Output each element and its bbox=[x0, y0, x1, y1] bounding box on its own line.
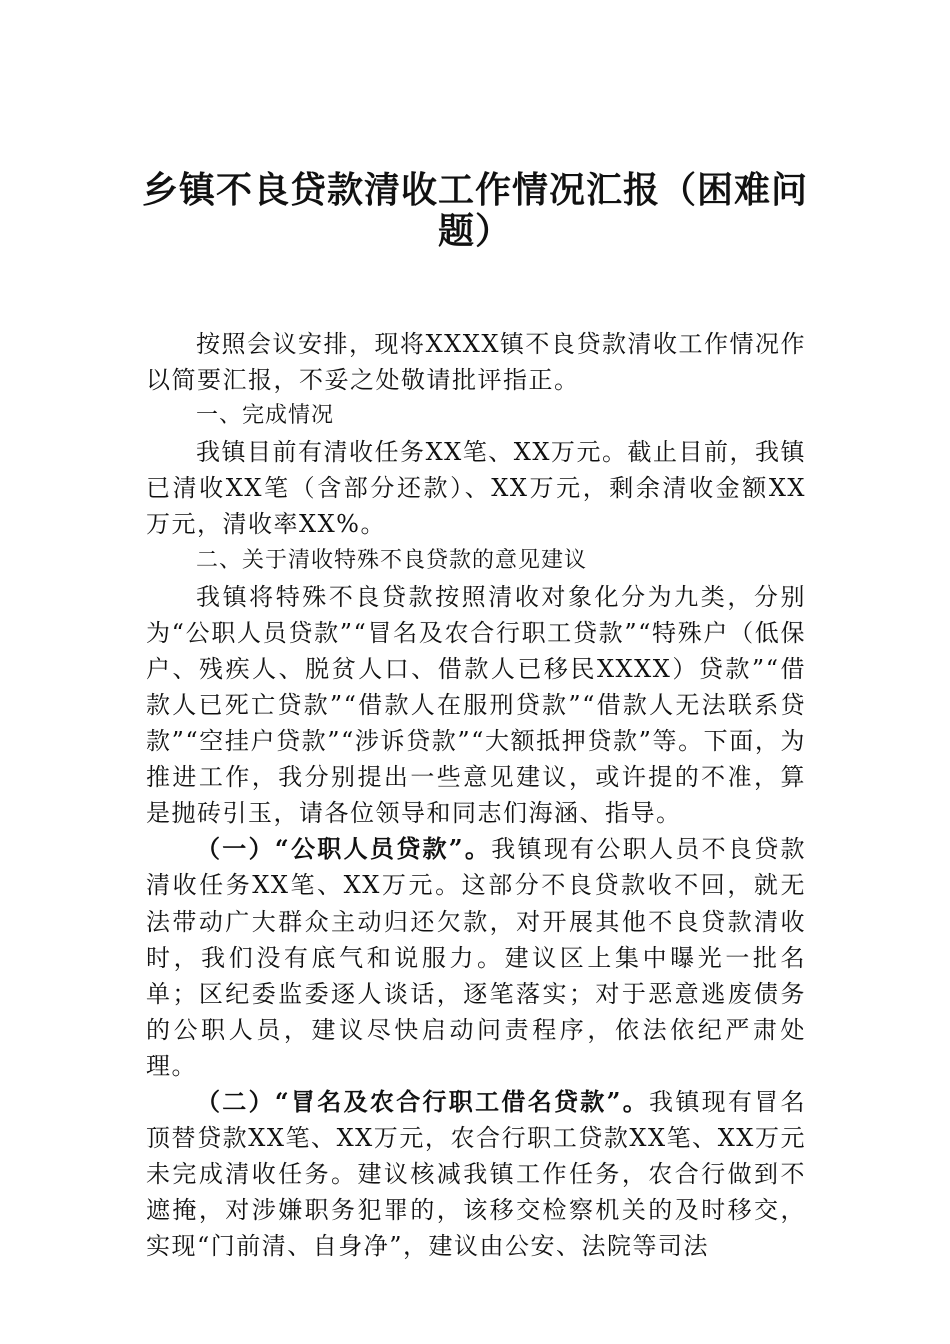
section-1-heading: 一、完成情况 bbox=[196, 403, 335, 429]
intro-paragraph: 按照会议安排，现将XXXX镇不良贷款清收工作情况作以简要汇报，不妥之处敬请批评指正。 bbox=[146, 330, 806, 395]
document-title-line-1: 乡镇不良贷款清收工作情况汇报（困难问 bbox=[141, 169, 808, 211]
subsection-2-text: 我镇现有冒名顶替贷款XX笔、XX万元，农合行职工贷款XX笔、XX万元未完成清收任务。建议核减我镇工作任务，农合行做到不遮掩，对涉嫌职务犯罪的，该移交检察机关的及时移交，实现“门前清、自身净”，建议由公安、法院等司法 bbox=[146, 1087, 807, 1261]
document-body bbox=[146, 326, 806, 1264]
subsection-1-paragraph bbox=[146, 831, 806, 1084]
document-title-line-2: 题） bbox=[437, 210, 512, 252]
section-1-paragraph: 我镇目前有清收任务XX笔、XX万元。截止目前，我镇已清收XX笔（含部分还款）、XX万元，剩余清收金额XX万元，清收率XX%。 bbox=[146, 438, 806, 539]
subsection-2-heading: （二）“冒名及农合行职工借名贷款”。 bbox=[196, 1086, 650, 1116]
section-2-paragraph: 我镇将特殊不良贷款按照清收对象化分为九类，分别为“公职人员贷款”“冒名及农合行职工贷款”“特殊户（低保户、残疾人、脱贫人口、借款人已移民XXXX）贷款”“借款人已死亡贷款”“借款人在服刑贷款”“借款人无法联系贷款”“空挂户贷款”“涉诉贷款”“大额抵押贷款”等。下面，为推进工作，我分别提出一些意见建议，或许提的不准，算是抛砖引玉，请各位领导和同志们海涵、指导。 bbox=[146, 582, 806, 828]
subsection-1-text: 我镇现有公职人员不良贷款清收任务XX笔、XX万元。这部分不良贷款收不回，就无法带动广大群众主动归还欠款，对开展其他不良贷款清收时，我们没有底气和说服力。建议区上集中曝光一批名单；区纪委监委逐人谈话，逐笔落实；对于恶意逃废债务的公职人员，建议尽快启动问责程序，依法依纪严肃处理。 bbox=[146, 835, 807, 1080]
section-2-heading: 二、关于清收特殊不良贷款的意见建议 bbox=[196, 547, 588, 573]
subsection-1-heading: （一）“公职人员贷款”。 bbox=[196, 834, 492, 864]
subsection-2-paragraph bbox=[146, 1084, 806, 1264]
